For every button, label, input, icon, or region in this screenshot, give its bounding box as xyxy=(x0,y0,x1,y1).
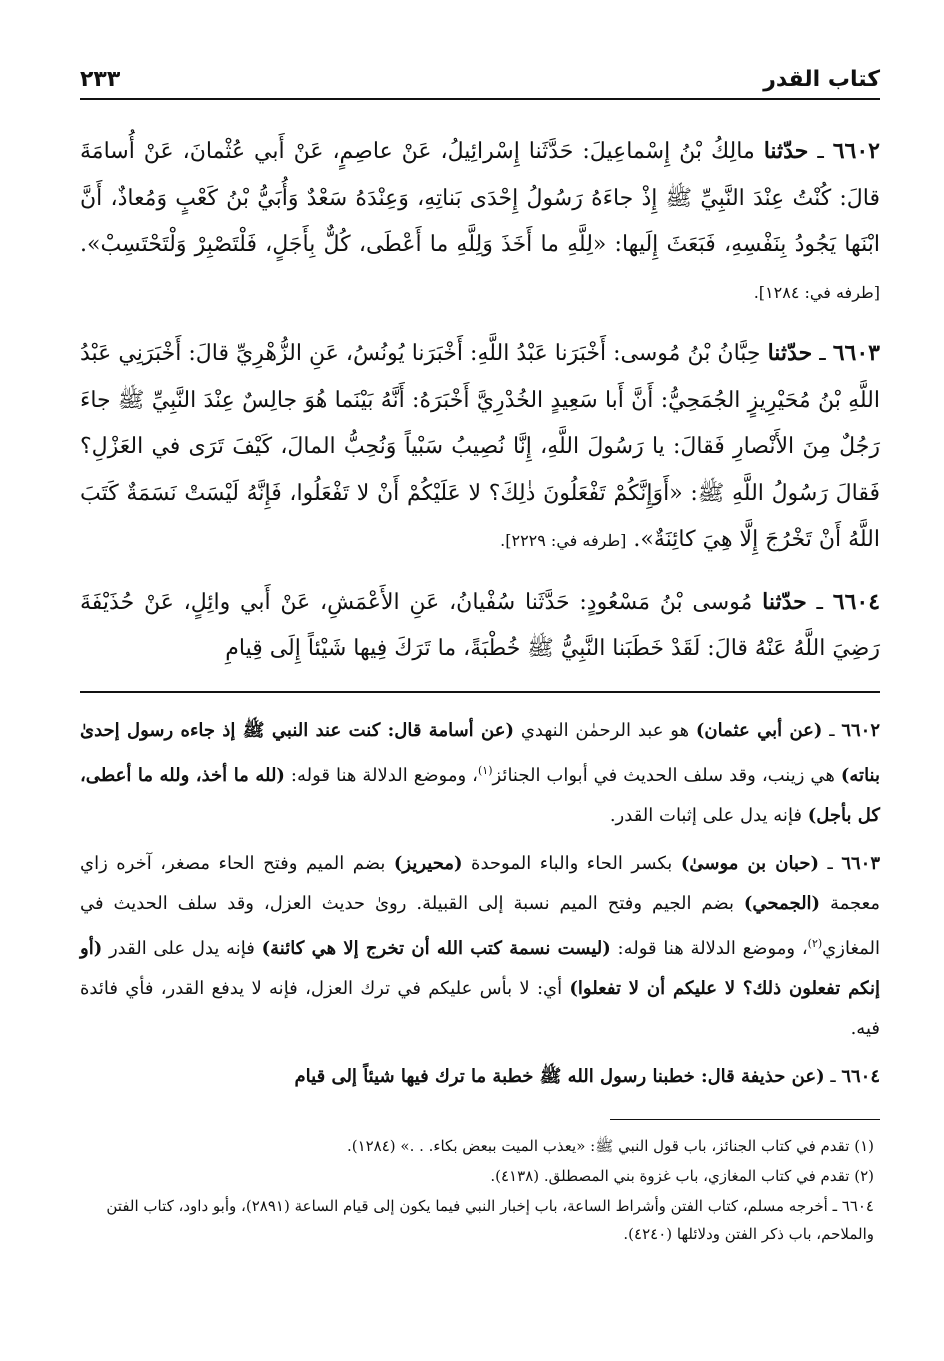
commentary-text: بضم الميم وفتح الحاء مصغر، آخره زاي معجمة xyxy=(80,852,880,914)
page-number: ٢٣٣ xyxy=(80,67,121,92)
commentary-text: (أو إنكم تفعلون ذلك؟ لا عليكم أن لا تفعلوا) xyxy=(80,937,881,999)
commentary-number: ٦٦٠٤ xyxy=(841,1065,880,1087)
footnote-marker[interactable]: (١) xyxy=(477,763,493,777)
commentary-text: فإنه يدل على إثبات القدر. xyxy=(609,804,808,826)
commentary-text: (حبان بن موسىٰ) xyxy=(680,852,820,874)
commentary-paragraph: ٦٦٠٢ ـ (عن أبي عثمان) هو عبد الرحمٰن النهدي (عن أسامة قال: كنت عند النبي ﷺ إذ جاءه رسول إحدىٰ بناته) هي زينب، وقد سلف الحديث في أبواب الجنائز$^{(١)}$، وموضع الدلالة هنا قوله: (لله ما أخذ، ولله ما أعطى، كل بأجل) فإنه يدل على إثبات القدر. xyxy=(80,719,880,826)
commentary-text: هو عبد الرحمٰن النهدي xyxy=(514,719,696,741)
commentary-number: ٦٦٠٢ xyxy=(841,719,880,741)
hadith-6602: ٦٦٠٢ ـ حدّثنا مالِكُ بْنُ إِسْماعِيلَ: حَدَّثَنا إِسْرائِيلُ، عَنْ عاصِمٍ، عَنْ أَبي عُثْمانَ، عَنْ أُسامَةَ قالَ: كُنْتُ عِنْدَ النَّبِيِّ ﷺ إِذْ جاءَهُ رَسُولُ إِحْدَى بَناتِهِ، وَعِنْدَهُ سَعْدٌ وَأُبَيُّ بْنُ كَعْبٍ وَمُعاذٌ، أَنَّ ابْنَها يَجُودُ بِنَفْسِهِ، فَبَعَثَ إِلَيها: «لِلَّهِ ما أَخَذَ وَلِلَّهِ ما أَعْطَى، كُلٌّ بِأَجَلٍ، فَلْتَصْبِرْ وَلْتَحْتَسِبْ». [طرفه في: ١٢٨٤]. xyxy=(80,138,880,302)
commentary-text: (عن حذيفة قال: خطبنا رسول الله ﷺ خطبة ما ترك فيها شيئاً إلى قيام xyxy=(294,1065,825,1087)
page xyxy=(80,58,880,1318)
commentary-text: هي زينب، وقد سلف الحديث في أبواب الجنائز xyxy=(492,764,841,786)
commentary-paragraph: ٦٦٠٤ ـ (عن حذيفة قال: خطبنا رسول الله ﷺ خطبة ما ترك فيها شيئاً إلى قيام xyxy=(294,1065,880,1087)
commentary-text: (الجمحي) xyxy=(743,892,821,914)
commentary-section xyxy=(80,711,880,1097)
book-title: كتاب القدر xyxy=(763,67,880,92)
page-header xyxy=(80,58,880,92)
commentary-text: (ليست نسمة كتب الله أن تخرج إلا هي كائنة) xyxy=(261,937,611,959)
commentary-rule xyxy=(80,691,880,693)
commentary-text: (محيريز) xyxy=(393,852,463,874)
commentary-number: ٦٦٠٣ xyxy=(841,852,880,874)
hadith-6603: ٦٦٠٣ ـ حدّثنا حِبَّانُ بْنُ مُوسى: أَخْبَرَنا عَبْدُ اللَّهِ: أَخْبَرَنا يُونُسُ، عَنِ الزُّهْرِيِّ قالَ: أَخْبَرَنِي عَبْدُ اللَّهِ بْنُ مُحَيْرِيزٍ الجُمَحِيُّ: أَنَّ أَبا سَعِيدٍ الخُدْرِيَّ أَخْبَرَهُ: أَنَّهُ بَيْنَما هُوَ جالِسٌ عِنْدَ النَّبِيِّ ﷺ جاءَ رَجُلٌ مِنَ الأَنْصارِ فَقالَ: يا رَسُولَ اللَّهِ، إِنَّا نُصِيبُ سَبْياً وَنُحِبُّ المالَ، كَيْفَ تَرَى في العَزْلِ؟ فَقالَ رَسُولُ اللَّهِ ﷺ: «أَوَإِنَّكُمْ تَفْعَلُونَ ذٰلِكَ؟ لا عَلَيْكُمْ أَنْ لا تَفْعَلُوا، فَإِنَّهُ لَيْسَتْ نَسَمَةٌ كَتَبَ اللَّهُ أَنْ تَخْرُجَ إِلَّا هِيَ كائِنَةٌ». [طرفه في: ٢٢٢٩]. xyxy=(80,340,880,552)
commentary-text: ، وموضع الدلالة هنا قوله: xyxy=(284,764,478,786)
commentary-text: (لله ما أخذ، ولله ما أعطى، كل بأجل) xyxy=(80,764,880,826)
commentary-text: أي: لا بأس عليكم في ترك العزل، فإنه لا يدفع القدر، فأي فائدة فيه. xyxy=(80,977,880,1039)
footnote: (١) تقدم في كتاب الجنائز، باب قول النبي ﷺ: «يعذب الميت ببعض بكاء. . .» (١٢٨٤). xyxy=(346,1136,874,1155)
commentary-text: (عن أسامة قال: كنت عند النبي ﷺ إذ جاءه رسول إحدىٰ بناته) xyxy=(80,719,880,786)
commentary-text: بضم الجيم وفتح الميم نسبة إلى القبيلة. روىٰ حديث العزل، وقد سلف الحديث في المغازي xyxy=(80,892,881,959)
commentary-text: ، وموضع الدلالة هنا قوله: xyxy=(610,937,808,959)
footnote-rule xyxy=(610,1119,880,1120)
footnotes xyxy=(80,1132,880,1248)
footnote: (٢) تقدم في كتاب المغازي، باب غزوة بني المصطلق. (٤١٣٨). xyxy=(490,1166,874,1185)
footnote: ٦٦٠٤ ـ أخرجه مسلم، كتاب الفتن وأشراط الساعة، باب إخبار النبي فيما يكون إلى قيام الساعة (٢٨٩١)، وأبو داود، كتاب الفتن والملاحم، باب ذكر الفتن ودلائلها (٤٢٤٠). xyxy=(106,1196,874,1243)
commentary-paragraph: ٦٦٠٣ ـ (حبان بن موسىٰ) بكسر الحاء والباء الموحدة (محيريز) بضم الميم وفتح الحاء مصغر، آخره زاي معجمة (الجمحي) بضم الجيم وفتح الميم نسبة إلى القبيلة. روىٰ حديث العزل، وقد سلف الحديث في المغازي$^{(٢)}$، وموضع الدلالة هنا قوله: (ليست نسمة كتب الله أن تخرج إلا هي كائنة) فإنه يدل على القدر (أو إنكم تفعلون ذلك؟ لا عليكم أن لا تفعلوا) أي: لا بأس عليكم في ترك العزل، فإنه لا يدفع القدر، فأي فائدة فيه. xyxy=(80,852,881,1039)
commentary-text: فإنه يدل على القدر xyxy=(102,937,262,959)
footnote-marker[interactable]: (٢) xyxy=(807,936,823,950)
commentary-text: (عن أبي عثمان) xyxy=(695,719,823,741)
hadith-section xyxy=(80,128,880,673)
commentary-text: بكسر الحاء والباء الموحدة xyxy=(462,852,681,874)
header-rule xyxy=(80,98,880,100)
hadith-6604: ٦٦٠٤ ـ حدّثنا مُوسى بْنُ مَسْعُودٍ: حَدَّثَنا سُفْيانُ، عَنِ الأَعْمَشِ، عَنْ أَبي وائِلٍ، عَنْ حُذَيْفَةَ رَضِيَ اللَّهُ عَنْهُ قالَ: لَقَدْ خَطَبَنا النَّبِيُّ ﷺ خُطْبَةً، ما تَرَكَ فِيها شَيْئاً إِلَى قِيامِ xyxy=(80,588,881,661)
